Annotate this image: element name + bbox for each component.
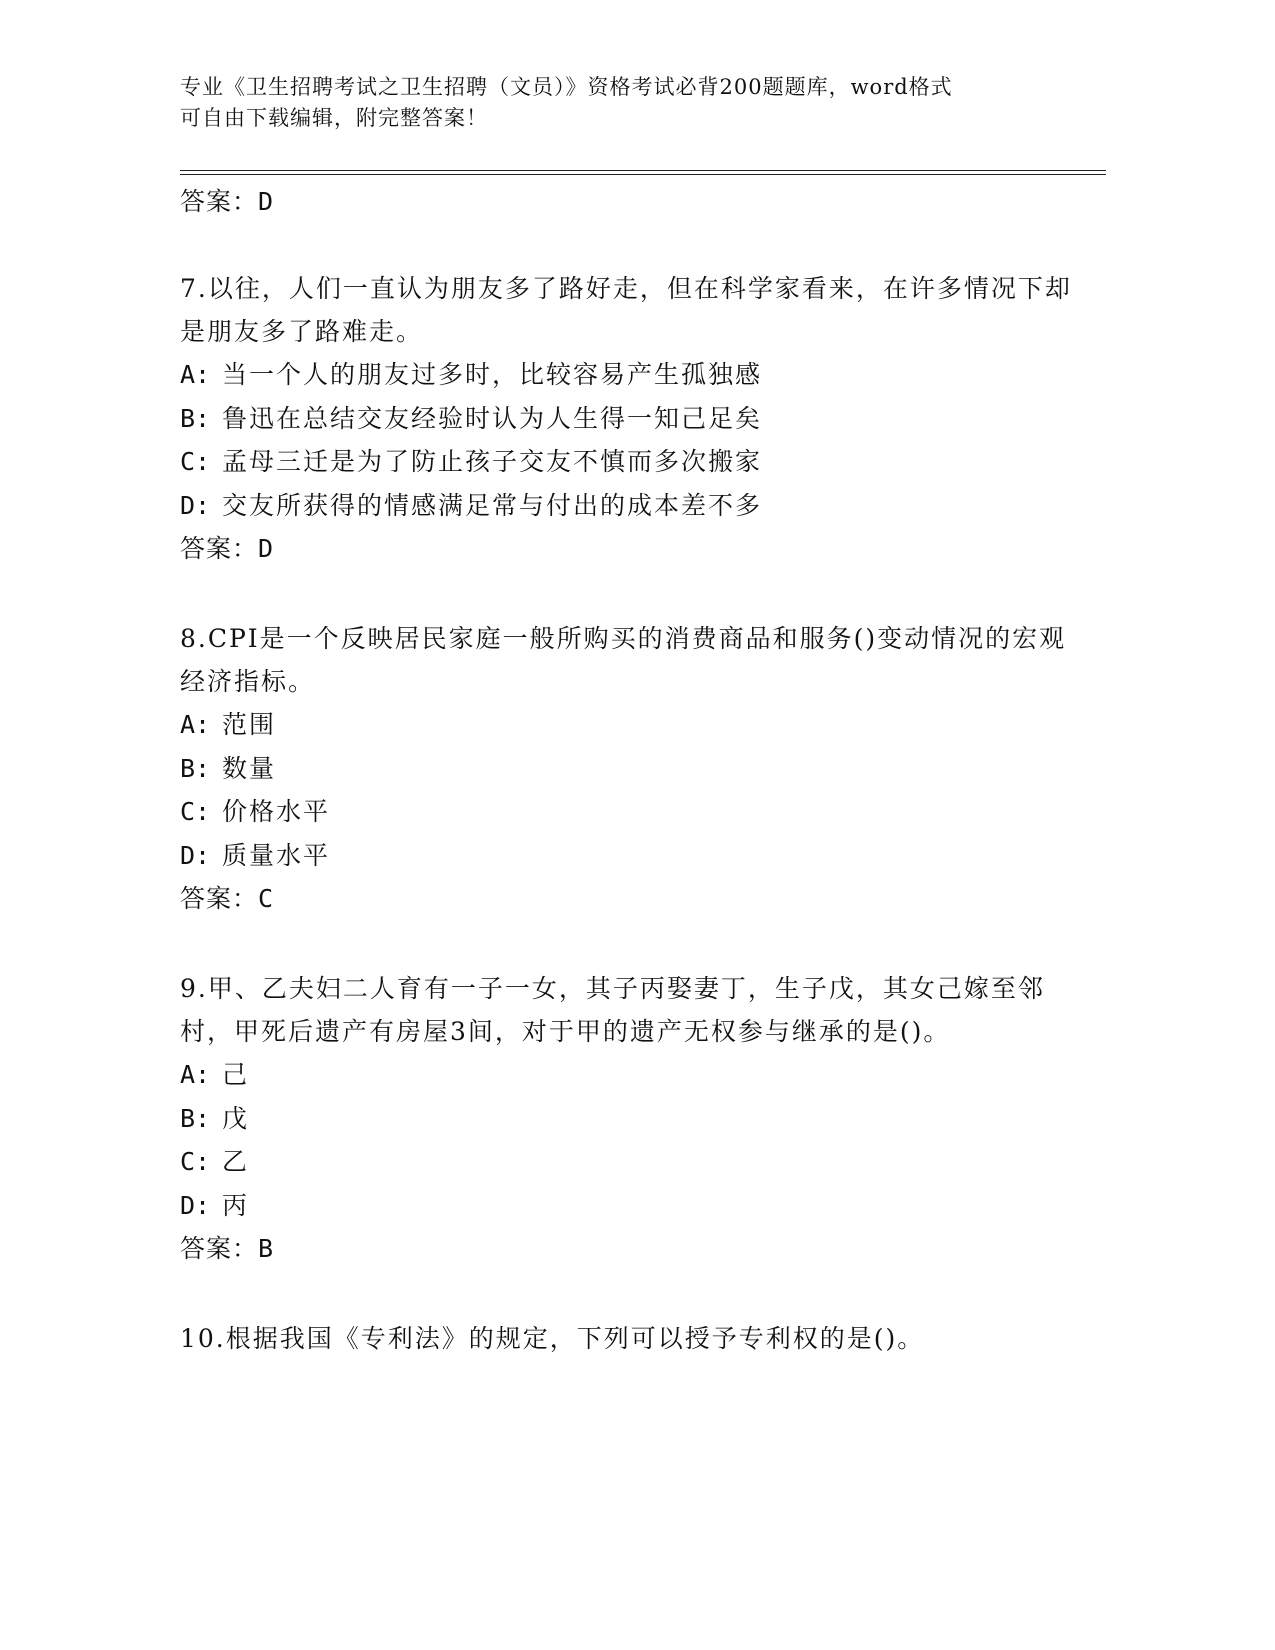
option-text: 价格水平 [222, 797, 331, 826]
option-a [180, 1053, 1080, 1097]
option-d [180, 484, 1080, 528]
option-text: 孟母三迁是为了防止孩子交友不慎而多次搬家 [222, 447, 763, 476]
answer-line [180, 184, 1080, 220]
option-c [180, 790, 1080, 834]
option-text: 质量水平 [222, 840, 331, 870]
option-text: 乙 [222, 1147, 250, 1176]
option-c [180, 440, 1080, 484]
question-stem: 7.以往，人们一直认为朋友多了路好走，但在科学家看来，在许多情况下却是朋友多了路难走。 [180, 274, 1072, 346]
option-text: 戊 [222, 1103, 250, 1133]
option-key: A: [180, 710, 211, 739]
document-header [180, 72, 1060, 134]
option-key: A: [180, 360, 211, 389]
option-text: 当一个人的朋友过多时，比较容易产生孤独感 [222, 360, 763, 389]
answer-label: 答案： [180, 534, 259, 563]
option-text: 鲁迅在总结交友经验时认为人生得一知己足矣 [222, 403, 763, 433]
answer-value: D [258, 534, 275, 563]
question-stem: 10.根据我国《专利法》的规定，下列可以授予专利权的是()。 [180, 1324, 925, 1353]
option-a [180, 703, 1080, 747]
option-key: B: [180, 403, 211, 433]
header-divider-bottom [180, 174, 1106, 175]
option-key: D: [180, 1190, 211, 1220]
answer-value: D [258, 187, 275, 216]
option-b [180, 397, 1080, 441]
header-line-2: 可自由下载编辑，附完整答案！ [180, 106, 488, 130]
question-7 [180, 267, 1080, 567]
option-key: B: [180, 753, 211, 783]
option-c [180, 1140, 1080, 1184]
answer-label: 答案： [180, 1234, 259, 1263]
document-body [180, 184, 1080, 1360]
option-text: 丙 [222, 1190, 250, 1220]
question-10 [180, 1317, 1080, 1360]
answer-label: 答案： [180, 187, 259, 216]
option-d [180, 834, 1080, 878]
option-b [180, 747, 1080, 791]
option-b [180, 1097, 1080, 1141]
answer-value: C [258, 884, 275, 913]
option-text: 数量 [222, 753, 277, 783]
option-key: B: [180, 1103, 211, 1133]
option-key: D: [180, 840, 211, 870]
question-stem: 8.CPI是一个反映居民家庭一般所购买的消费商品和服务()变动情况的宏观经济指标。 [180, 624, 1067, 696]
question-8 [180, 617, 1080, 917]
option-key: D: [180, 490, 211, 520]
option-key: C: [180, 447, 211, 476]
answer-line [180, 1231, 1080, 1267]
option-key: A: [180, 1060, 211, 1089]
answer-line [180, 881, 1080, 917]
answer-line [180, 531, 1080, 567]
option-text: 交友所获得的情感满足常与付出的成本差不多 [222, 490, 763, 520]
header-line-1: 专业《卫生招聘考试之卫生招聘（文员）》资格考试必背200题题库，word格式 [180, 75, 953, 99]
question-stem: 9.甲、乙夫妇二人育有一子一女，其子丙娶妻丁，生子戊，其女己嫁至邻村，甲死后遗产有房屋3间，对于甲的遗产无权参与继承的是()。 [180, 974, 1045, 1046]
option-a [180, 353, 1080, 397]
option-text: 范围 [222, 710, 277, 739]
option-text: 己 [222, 1060, 250, 1089]
question-9 [180, 967, 1080, 1267]
option-key: C: [180, 797, 211, 826]
header-divider-top [180, 170, 1106, 171]
answer-label: 答案： [180, 884, 259, 913]
option-key: C: [180, 1147, 211, 1176]
answer-value: B [258, 1234, 275, 1263]
option-d [180, 1184, 1080, 1228]
